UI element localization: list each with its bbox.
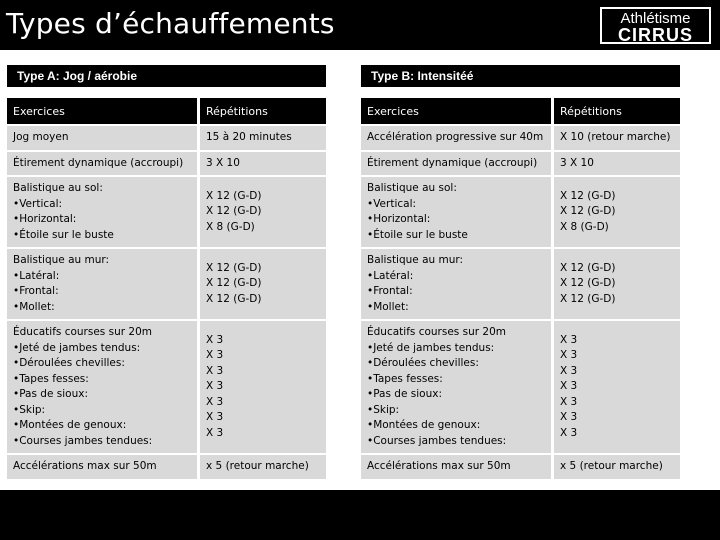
logo-line2: CIRRUS — [617, 25, 693, 45]
exercise-cell: Accélération progressive sur 40m — [361, 126, 554, 150]
table-header-row — [7, 98, 326, 124]
title-bar — [0, 0, 720, 50]
reps-cell: x 5 (retour marche) — [200, 455, 326, 479]
section-type-b — [361, 65, 680, 481]
table-header-row — [361, 98, 680, 124]
reps-cell: 3 X 10 — [200, 152, 326, 176]
section-type-a — [7, 65, 326, 481]
table-row — [361, 249, 680, 319]
column-header-exercises: Exercices — [361, 98, 554, 124]
exercise-cell: Éducatifs courses sur 20m •Jeté de jambes tendus: •Déroulées chevilles: •Tapes fesses: •Pas de sioux: •Skip: •Montées de genoux: •Courses jambes tendues: — [361, 321, 554, 453]
reps-cell: X 3 X 3 X 3 X 3 X 3 X 3 X 3 — [200, 321, 326, 453]
exercise-cell: Accélérations max sur 50m — [7, 455, 200, 479]
exercise-cell: Jog moyen — [7, 126, 200, 150]
reps-cell: X 12 (G-D) X 12 (G-D) X 8 (G-D) — [554, 177, 680, 247]
column-header-exercises: Exercices — [7, 98, 200, 124]
club-logo — [600, 7, 711, 44]
reps-cell: X 12 (G-D) X 12 (G-D) X 8 (G-D) — [200, 177, 326, 247]
footer-bar — [0, 490, 720, 540]
table-row — [7, 455, 326, 479]
exercise-cell: Balistique au sol: •Vertical: •Horizontal: •Étoile sur le buste — [361, 177, 554, 247]
table-row — [7, 177, 326, 247]
reps-cell: x 5 (retour marche) — [554, 455, 680, 479]
exercise-cell: Accélérations max sur 50m — [361, 455, 554, 479]
table-row — [7, 249, 326, 319]
exercise-cell: Balistique au mur: •Latéral: •Frontal: •Mollet: — [361, 249, 554, 319]
table-row — [361, 177, 680, 247]
reps-cell: X 10 (retour marche) — [554, 126, 680, 150]
exercise-cell: Balistique au mur: •Latéral: •Frontal: •Mollet: — [7, 249, 200, 319]
slide-title: Types d’échauffements — [6, 7, 335, 40]
section-header: Type B: Intensitéé — [361, 65, 680, 87]
logo-line1: Athlétisme — [620, 10, 691, 27]
reps-cell: 3 X 10 — [554, 152, 680, 176]
exercise-cell: Étirement dynamique (accroupi) — [361, 152, 554, 176]
table-row — [7, 152, 326, 176]
table-row — [361, 455, 680, 479]
reps-cell: 15 à 20 minutes — [200, 126, 326, 150]
reps-cell: X 3 X 3 X 3 X 3 X 3 X 3 X 3 — [554, 321, 680, 453]
exercise-cell: Balistique au sol: •Vertical: •Horizontal: •Étoile sur le buste — [7, 177, 200, 247]
exercise-cell: Étirement dynamique (accroupi) — [7, 152, 200, 176]
column-header-reps: Répétitions — [554, 98, 680, 124]
exercise-cell: Éducatifs courses sur 20m •Jeté de jambes tendus: •Déroulées chevilles: •Tapes fesses: •Pas de sioux: •Skip: •Montées de genoux: •Courses jambes tendues: — [7, 321, 200, 453]
section-header: Type A: Jog / aérobie — [7, 65, 326, 87]
reps-cell: X 12 (G-D) X 12 (G-D) X 12 (G-D) — [554, 249, 680, 319]
warmup-table — [7, 96, 326, 481]
reps-cell: X 12 (G-D) X 12 (G-D) X 12 (G-D) — [200, 249, 326, 319]
table-row — [361, 152, 680, 176]
table-row — [361, 321, 680, 453]
warmup-table — [361, 96, 680, 481]
table-row — [7, 126, 326, 150]
column-header-reps: Répétitions — [200, 98, 326, 124]
table-row — [7, 321, 326, 453]
table-row — [361, 126, 680, 150]
